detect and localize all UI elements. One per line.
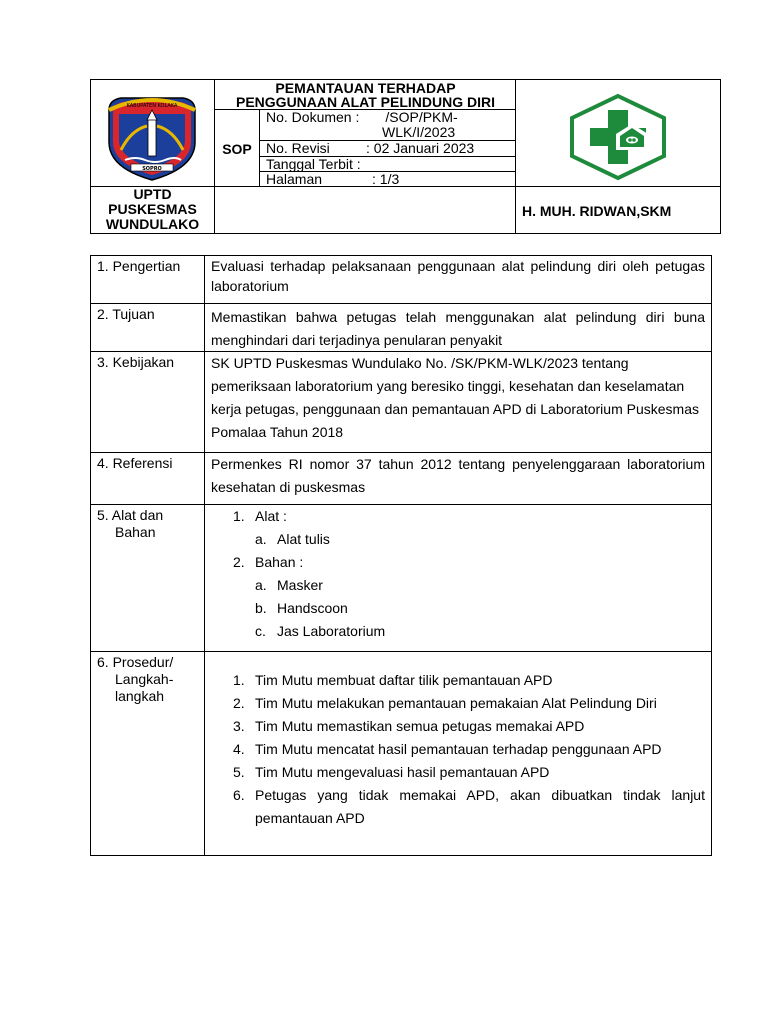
label-pengertian: 1. Pengertian — [91, 256, 205, 303]
page-row — [260, 172, 516, 187]
revision-row — [260, 141, 516, 157]
list-prosedur — [205, 652, 711, 855]
step-item — [233, 669, 705, 692]
step-number: 2. — [233, 695, 245, 711]
list-number: a. — [255, 531, 267, 547]
label-kebijakan: 3. Kebijakan — [91, 352, 205, 452]
text-kebijakan: SK UPTD Puskesmas Wundulako No. /SK/PKM-WLK/2023 tentang pemeriksaan laboratorium yang beresiko tinggi, kesehatan dan keselamatan kerja petugas, penggunaan dan pemantauan APD di Laboratorium Puskesmas Pomalaa Tahun 2018 — [211, 355, 699, 440]
org-line-1: UPTD — [133, 186, 172, 202]
step-text: Petugas yang tidak memakai APD, akan dibuatkan tindak lanjut pemantauan APD — [255, 787, 705, 826]
label-prosedur — [91, 652, 205, 855]
step-text: Tim Mutu mengevaluasi hasil pemantauan APD — [255, 764, 550, 780]
regency-crest-icon — [91, 80, 215, 187]
doc-number-value-1: /SOP/PKM- — [385, 109, 458, 125]
step-text: Tim Mutu melakukan pemantauan pemakaian Alat Pelindung Diri — [255, 695, 657, 711]
signature-cell — [215, 187, 516, 234]
document-meta — [260, 110, 516, 187]
label-alat-bahan-1: 5. Alat dan — [97, 507, 164, 523]
step-item — [233, 692, 705, 715]
label-alat-bahan-2: Bahan — [115, 524, 156, 540]
row-alat-bahan — [91, 505, 711, 652]
puskesmas-logo-icon — [516, 80, 721, 187]
step-number: 6. — [233, 787, 245, 803]
text-referensi: Permenkes RI nomor 37 tahun 2012 tentang penyelenggaraan laboratorium kesehatan di puskesmas — [211, 456, 705, 495]
doc-number-row — [260, 110, 516, 141]
list-text: Handscoon — [277, 600, 348, 616]
page-value: : 1/3 — [372, 171, 400, 187]
list-text: Masker — [277, 577, 323, 593]
list-number: a. — [255, 577, 267, 593]
row-referensi — [91, 453, 711, 505]
issue-date-row — [260, 157, 516, 172]
step-text: Tim Mutu membuat daftar tilik pemantauan APD — [255, 672, 553, 688]
page-key: Halaman — [266, 171, 323, 187]
row-kebijakan — [91, 352, 711, 453]
step-item — [233, 761, 705, 784]
label-prosedur-2: Langkah- — [115, 671, 174, 687]
list-text: Alat : — [255, 508, 287, 524]
label-prosedur-1: 6. Prosedur/ — [97, 654, 174, 670]
crest-caption: KABUPATEN KOLAKA — [126, 103, 178, 109]
step-text: Tim Mutu memastikan semua petugas memakai APD — [255, 718, 585, 734]
header-middle-cell — [215, 80, 516, 187]
step-number: 3. — [233, 718, 245, 734]
list-item — [233, 505, 705, 528]
list-alat-bahan — [205, 505, 711, 651]
right-logo-cell — [516, 80, 721, 187]
step-item — [233, 738, 705, 761]
list-item — [233, 597, 705, 620]
crest-ribbon-text: SOPRO — [142, 166, 162, 172]
step-text: Tim Mutu mencatat hasil pemantauan terhadap penggunaan APD — [255, 741, 662, 757]
list-text: Bahan : — [255, 554, 304, 570]
step-number: 4. — [233, 741, 245, 757]
revision-key: No. Revisi — [266, 140, 330, 156]
text-tujuan: Memastikan bahwa petugas telah menggunakan alat pelindung diri buna menghindari dari terjadinya penularan penyakit — [211, 309, 705, 348]
step-item — [233, 784, 705, 830]
row-prosedur — [91, 652, 711, 855]
head-name: H. MUH. RIDWAN,SKM — [522, 202, 672, 219]
doc-number-key: No. Dokumen : — [266, 109, 360, 125]
label-alat-bahan — [91, 505, 205, 651]
org-line-3: WUNDULAKO — [105, 216, 200, 232]
list-number: 2. — [233, 554, 245, 570]
list-item — [233, 574, 705, 597]
list-number: 1. — [233, 508, 245, 524]
step-number: 1. — [233, 672, 245, 688]
title-line-2: PENGGUNAAN ALAT PELINDUNG DIRI — [236, 94, 495, 110]
doc-number-value-2: WLK/I/2023 — [382, 124, 456, 140]
sop-label: SOP — [215, 110, 260, 187]
step-number: 5. — [233, 764, 245, 780]
revision-value: : 02 Januari 2023 — [366, 140, 475, 156]
issue-date-key: Tanggal Terbit : — [266, 156, 361, 172]
organization-name — [91, 187, 215, 234]
left-logo-cell — [91, 80, 215, 187]
sop-content-table — [90, 255, 712, 856]
list-item — [233, 551, 705, 574]
list-text: Alat tulis — [277, 531, 330, 547]
list-number: c. — [255, 623, 266, 639]
label-prosedur-3: langkah — [115, 688, 165, 704]
list-number: b. — [255, 600, 267, 616]
row-pengertian — [91, 256, 711, 304]
label-referensi: 4. Referensi — [91, 453, 205, 504]
sop-header-table — [90, 79, 721, 234]
step-item — [233, 715, 705, 738]
list-item — [233, 620, 705, 643]
row-tujuan — [91, 304, 711, 352]
text-pengertian: Evaluasi terhadap pelaksanaan penggunaan alat pelindung diri oleh petugas laboratorium — [211, 258, 705, 294]
list-text: Jas Laboratorium — [277, 623, 386, 639]
label-tujuan: 2. Tujuan — [91, 304, 205, 351]
title-line-1: PEMANTAUAN TERHADAP — [275, 80, 456, 96]
list-item — [233, 528, 705, 551]
sop-title — [215, 80, 516, 110]
org-line-2: PUSKESMAS — [108, 201, 197, 217]
